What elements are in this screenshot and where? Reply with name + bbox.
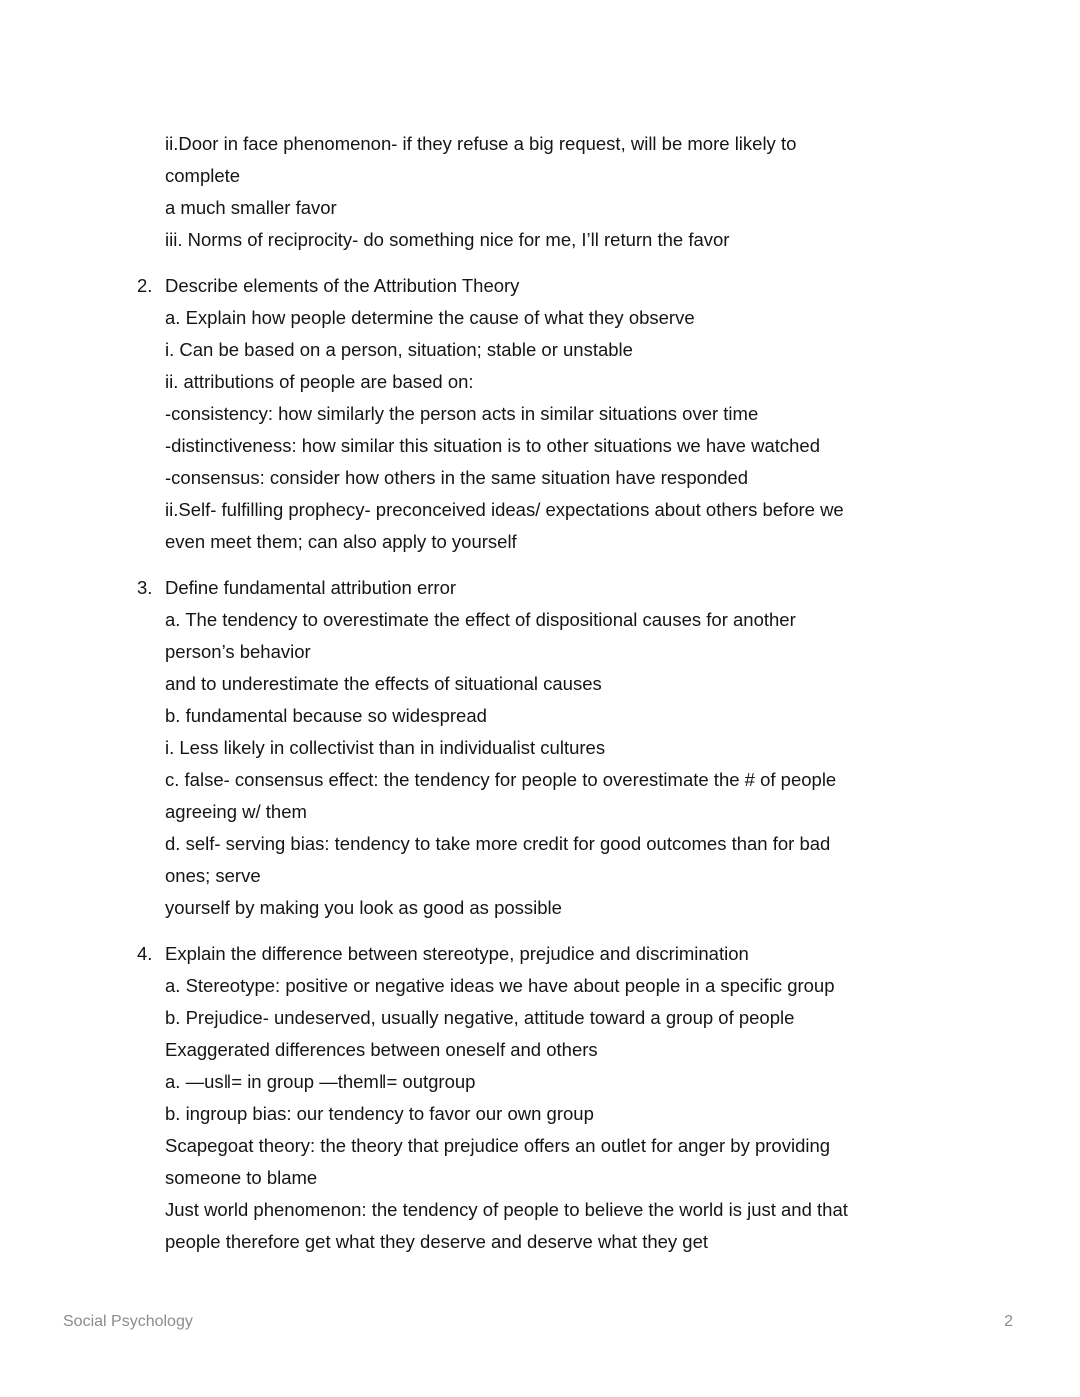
item-number: 3.	[137, 577, 153, 598]
numbered-item-4	[137, 938, 1025, 1258]
text-line: ones; serve	[165, 865, 261, 886]
text-line: -consistency: how similarly the person acts in similar situations over time	[165, 403, 759, 424]
text-line: a. Explain how people determine the cause of what they observe	[165, 307, 695, 328]
text-line: a much smaller favor	[165, 197, 337, 218]
text-line: Exaggerated differences between oneself and others	[165, 1039, 598, 1060]
text-line: -consensus: consider how others in the same situation have responded	[165, 467, 749, 488]
text-line: someone to blame	[165, 1167, 318, 1188]
text-line: person’s behavior	[165, 641, 311, 662]
text-line: a. Stereotype: positive or negative ideas we have about people in a specific group	[165, 975, 835, 996]
text-line: c. false- consensus effect: the tendency for people to overestimate the # of people	[165, 769, 837, 790]
text-line: iii. Norms of reciprocity- do something nice for me, I’ll return the favor	[165, 229, 730, 250]
item-title: Describe elements of the Attribution Theory	[165, 275, 520, 296]
text-line: even meet them; can also apply to yourself	[165, 531, 517, 552]
footer-document-title: Social Psychology	[63, 1313, 193, 1330]
text-line: complete	[165, 165, 241, 186]
text-line: yourself by making you look as good as possible	[165, 897, 562, 918]
numbered-item-2	[137, 270, 1025, 558]
text-line: people therefore get what they deserve and deserve what they get	[165, 1231, 709, 1252]
numbered-item-3	[137, 572, 1025, 924]
item-title-line	[137, 938, 1025, 970]
text-line: ii.Door in face phenomenon- if they refuse a big request, will be more likely to	[165, 133, 797, 154]
text-line: b. fundamental because so widespread	[165, 705, 487, 726]
item-title: Explain the difference between stereotype, prejudice and discrimination	[165, 943, 749, 964]
item-number: 2.	[137, 275, 153, 296]
text-line: i. Can be based on a person, situation; stable or unstable	[165, 339, 633, 360]
text-line: and to underestimate the effects of situational causes	[165, 673, 602, 694]
text-line: b. Prejudice- undeserved, usually negative, attitude toward a group of people	[165, 1007, 795, 1028]
text-line: ii.Self- fulfilling prophecy- preconceived ideas/ expectations about others before we	[165, 499, 844, 520]
text-line: a. —usǁ= in group —themǁ= outgroup	[165, 1071, 476, 1092]
text-line: i. Less likely in collectivist than in individualist cultures	[165, 737, 606, 758]
item-title: Define fundamental attribution error	[165, 577, 457, 598]
page-footer	[63, 1313, 1013, 1331]
text-line: Scapegoat theory: the theory that prejudice offers an outlet for anger by providing	[165, 1135, 831, 1156]
footer-page-number: 2	[1004, 1313, 1013, 1330]
text-line: ii. attributions of people are based on:	[165, 371, 474, 392]
text-line: -distinctiveness: how similar this situation is to other situations we have watched	[165, 435, 820, 456]
item-number: 4.	[137, 943, 153, 964]
list-continuation-block	[165, 128, 1025, 256]
text-line: a. The tendency to overestimate the effect of dispositional causes for another	[165, 609, 796, 630]
text-line: b. ingroup bias: our tendency to favor our own group	[165, 1103, 594, 1124]
text-line: agreeing w/ them	[165, 801, 307, 822]
item-title-line	[137, 572, 1025, 604]
text-line: d. self- serving bias: tendency to take more credit for good outcomes than for bad	[165, 833, 831, 854]
document-body	[137, 128, 1025, 1272]
text-line: Just world phenomenon: the tendency of people to believe the world is just and that	[165, 1199, 848, 1220]
item-title-line	[137, 270, 1025, 302]
